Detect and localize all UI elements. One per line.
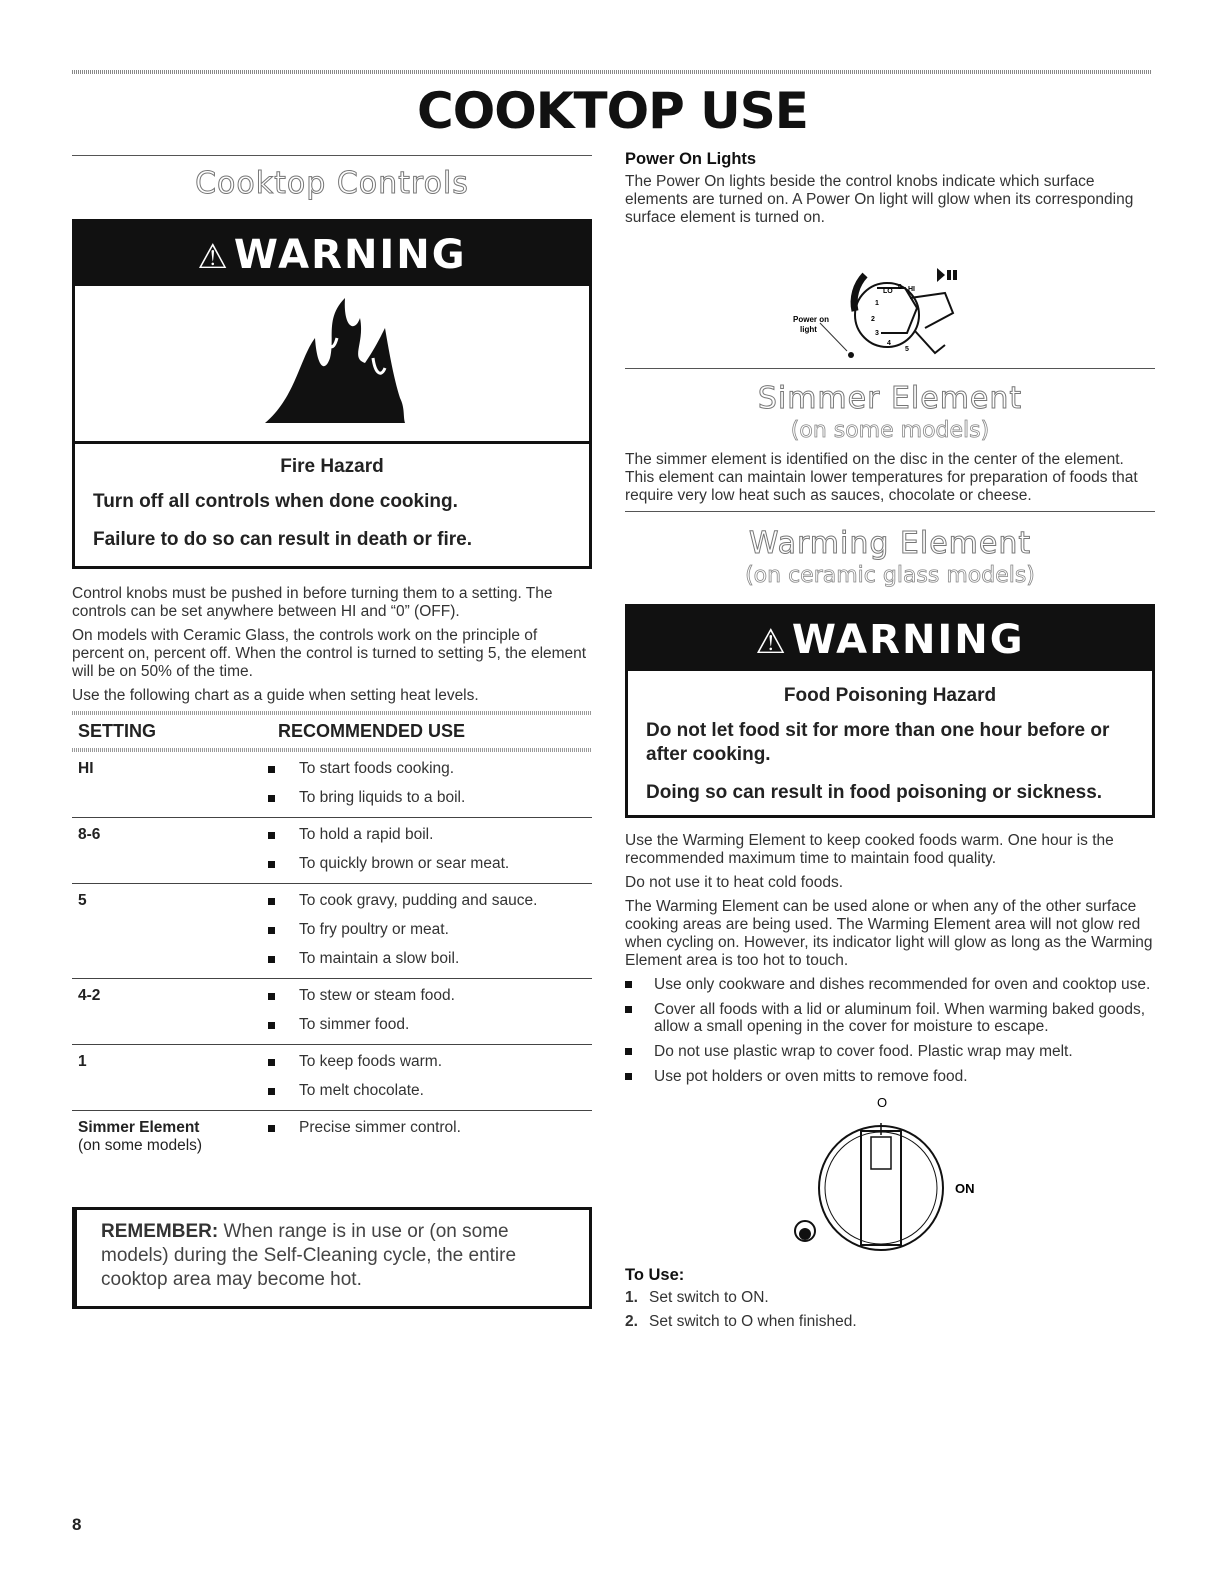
simmer-element-heading: Simmer Element <box>757 381 1023 416</box>
warning-line-1: Turn off all controls when done cooking. <box>93 491 458 512</box>
table-header <box>72 715 592 748</box>
top-dotted-rule <box>72 70 1152 74</box>
use-item: To stew or steam food. <box>258 987 592 1005</box>
setting-cell: HI <box>78 760 94 777</box>
bullet-square-icon <box>625 1006 632 1013</box>
paragraph: Use the following chart as a guide when setting heat levels. <box>72 687 479 704</box>
setting-cell: 8-6 <box>78 826 101 843</box>
bullet-square-icon <box>268 993 275 1000</box>
setting-cell <box>72 1119 258 1155</box>
use-item: To maintain a slow boil. <box>258 950 592 968</box>
section-rule <box>625 511 1155 512</box>
paragraph: The Warming Element can be used alone or when any of the other surface cooking areas are being used. The Warming Element area will not glow red when cycling on. However, its indicator light will glow as long as the Warming Element area is too hot to touch. <box>625 898 1153 969</box>
to-use-heading: To Use: <box>625 1266 685 1284</box>
step-item: 2. Set switch to O when finished. <box>625 1313 857 1330</box>
paragraph: Do not use it to heat cold foods. <box>625 874 843 891</box>
cooktop-controls-heading: Cooktop Controls <box>195 166 469 201</box>
warming-element-subheading: (on ceramic glass models) <box>745 563 1035 588</box>
warning-triangle-icon: ⚠ <box>755 622 788 662</box>
header-recommended-use: RECOMMENDED USE <box>278 721 466 741</box>
rotary-switch-icon <box>625 1093 1155 1258</box>
bullet-square-icon <box>268 766 275 773</box>
bullet-square-icon <box>268 832 275 839</box>
list-item: Use only cookware and dishes recommended for oven and cooktop use. <box>625 976 1155 993</box>
knob-label-5: 5 <box>905 346 909 353</box>
warming-element-heading: Warming Element <box>748 526 1032 561</box>
use-item: To keep foods warm. <box>258 1053 592 1071</box>
section-rule <box>625 368 1155 369</box>
table-row <box>72 752 592 818</box>
knob-label-3: 3 <box>875 330 879 337</box>
use-item: Precise simmer control. <box>258 1119 592 1137</box>
control-knob-icon <box>625 233 1155 368</box>
food-warning-box <box>625 604 1155 818</box>
power-on-heading: Power On Lights <box>625 150 757 168</box>
warning-triangle-icon: ⚠ <box>197 237 230 277</box>
use-item: To hold a rapid boil. <box>258 826 592 844</box>
list-item: Cover all foods with a lid or aluminum foil. When warming baked goods, allow a small opening in the cover for moisture to escape. <box>625 1001 1155 1035</box>
switch-on-label: ON <box>955 1181 975 1196</box>
use-item: To fry poultry or meat. <box>258 921 592 939</box>
bullet-square-icon <box>268 795 275 802</box>
table-row <box>72 884 592 979</box>
hazard-title: Food Poisoning Hazard <box>783 685 997 706</box>
power-on-figure <box>625 233 1155 368</box>
bullet-square-icon <box>268 927 275 934</box>
setting-name: Simmer Element <box>78 1119 200 1136</box>
table-row <box>72 1045 592 1111</box>
bullet-square-icon <box>625 1073 632 1080</box>
bullet-square-icon <box>268 1022 275 1029</box>
use-item: To cook gravy, pudding and sauce. <box>258 892 592 910</box>
page-number: 8 <box>72 1515 82 1534</box>
step-item: 1. Set switch to ON. <box>625 1289 769 1306</box>
hazard-title: Fire Hazard <box>280 456 384 477</box>
warming-tips-list <box>625 976 1155 1085</box>
bullet-square-icon <box>625 981 632 988</box>
warning-banner: ⚠ WARNING <box>75 222 589 286</box>
warning-line-2: Failure to do so can result in death or fire. <box>93 529 473 550</box>
setting-cell: 4-2 <box>78 987 101 1004</box>
paragraph: Use the Warming Element to keep cooked foods warm. One hour is the recommended maximum time to maintain food quality. <box>625 832 1114 867</box>
warning-banner: ⚠ WARNING <box>628 607 1152 671</box>
knob-label-4: 4 <box>887 340 891 347</box>
power-on-label: Power on <box>793 315 830 324</box>
table-row <box>72 1111 592 1161</box>
bullet-square-icon <box>625 1048 632 1055</box>
knob-label-lo: LO <box>883 288 893 295</box>
remember-text: When range is in use or (on some models) during the Self-Cleaning cycle, the entire cooktop area may become hot. <box>101 1221 517 1290</box>
bullet-square-icon <box>268 898 275 905</box>
bullet-square-icon <box>268 1059 275 1066</box>
list-item: Use pot holders or oven mitts to remove food. <box>625 1068 1155 1085</box>
remember-label: REMEMBER: <box>101 1221 219 1242</box>
use-item: To quickly brown or sear meat. <box>258 855 592 873</box>
section-rule <box>72 155 592 156</box>
use-item: To bring liquids to a boil. <box>258 789 592 807</box>
warning-text <box>75 444 589 566</box>
use-item: To melt chocolate. <box>258 1082 592 1100</box>
knob-label-1: 1 <box>875 300 879 307</box>
right-column <box>625 150 1155 1337</box>
fire-icon <box>75 286 589 444</box>
settings-table <box>72 752 592 1161</box>
table-row <box>72 979 592 1045</box>
knob-label-hi: HI <box>908 286 915 293</box>
bullet-square-icon <box>268 1125 275 1132</box>
bullet-square-icon <box>268 861 275 868</box>
knob-label-0: 0 <box>898 284 902 291</box>
paragraph: Control knobs must be pushed in before turning them to a setting. The controls can be set anywhere between HI and “0” (OFF). <box>72 585 553 620</box>
warning-line-1: Do not let food sit for more than one hour before or after cooking. <box>646 720 1110 765</box>
switch-off-label: O <box>877 1095 888 1110</box>
use-item: To simmer food. <box>258 1016 592 1034</box>
paragraph: On models with Ceramic Glass, the controls work on the principle of percent on, percent off. When the control is turned to setting 5, the element will be on 50% of the time. <box>72 627 587 680</box>
bullet-square-icon <box>268 1088 275 1095</box>
page-title: COOKTOP USE <box>417 82 808 140</box>
warming-switch-figure <box>625 1093 1155 1258</box>
power-on-text: The Power On lights beside the control knobs indicate which surface elements are turned on. A Power On light will glow when its corresponding surface element is turned on. <box>625 173 1134 226</box>
list-item: Do not use plastic wrap to cover food. Plastic wrap may melt. <box>625 1043 1155 1060</box>
warning-line-2: Doing so can result in food poisoning or sickness. <box>646 782 1103 803</box>
header-setting: SETTING <box>78 721 157 741</box>
setting-cell: 5 <box>78 892 87 909</box>
warning-text <box>628 671 1152 815</box>
light-label: light <box>800 325 817 334</box>
table-row <box>72 818 592 884</box>
remember-box <box>72 1207 592 1309</box>
bullet-square-icon <box>268 956 275 963</box>
setting-note: (on some models) <box>78 1137 203 1154</box>
fire-warning-box <box>72 219 592 569</box>
simmer-element-subheading: (on some models) <box>790 418 990 443</box>
use-item: To start foods cooking. <box>258 760 592 778</box>
left-column <box>72 155 592 1309</box>
simmer-text: The simmer element is identified on the disc in the center of the element. This element can maintain lower temperatures for preparation of foods that require very low heat such as sauces, chocolate or cheese. <box>625 451 1138 504</box>
setting-cell: 1 <box>78 1053 87 1070</box>
knob-label-2: 2 <box>871 316 875 323</box>
